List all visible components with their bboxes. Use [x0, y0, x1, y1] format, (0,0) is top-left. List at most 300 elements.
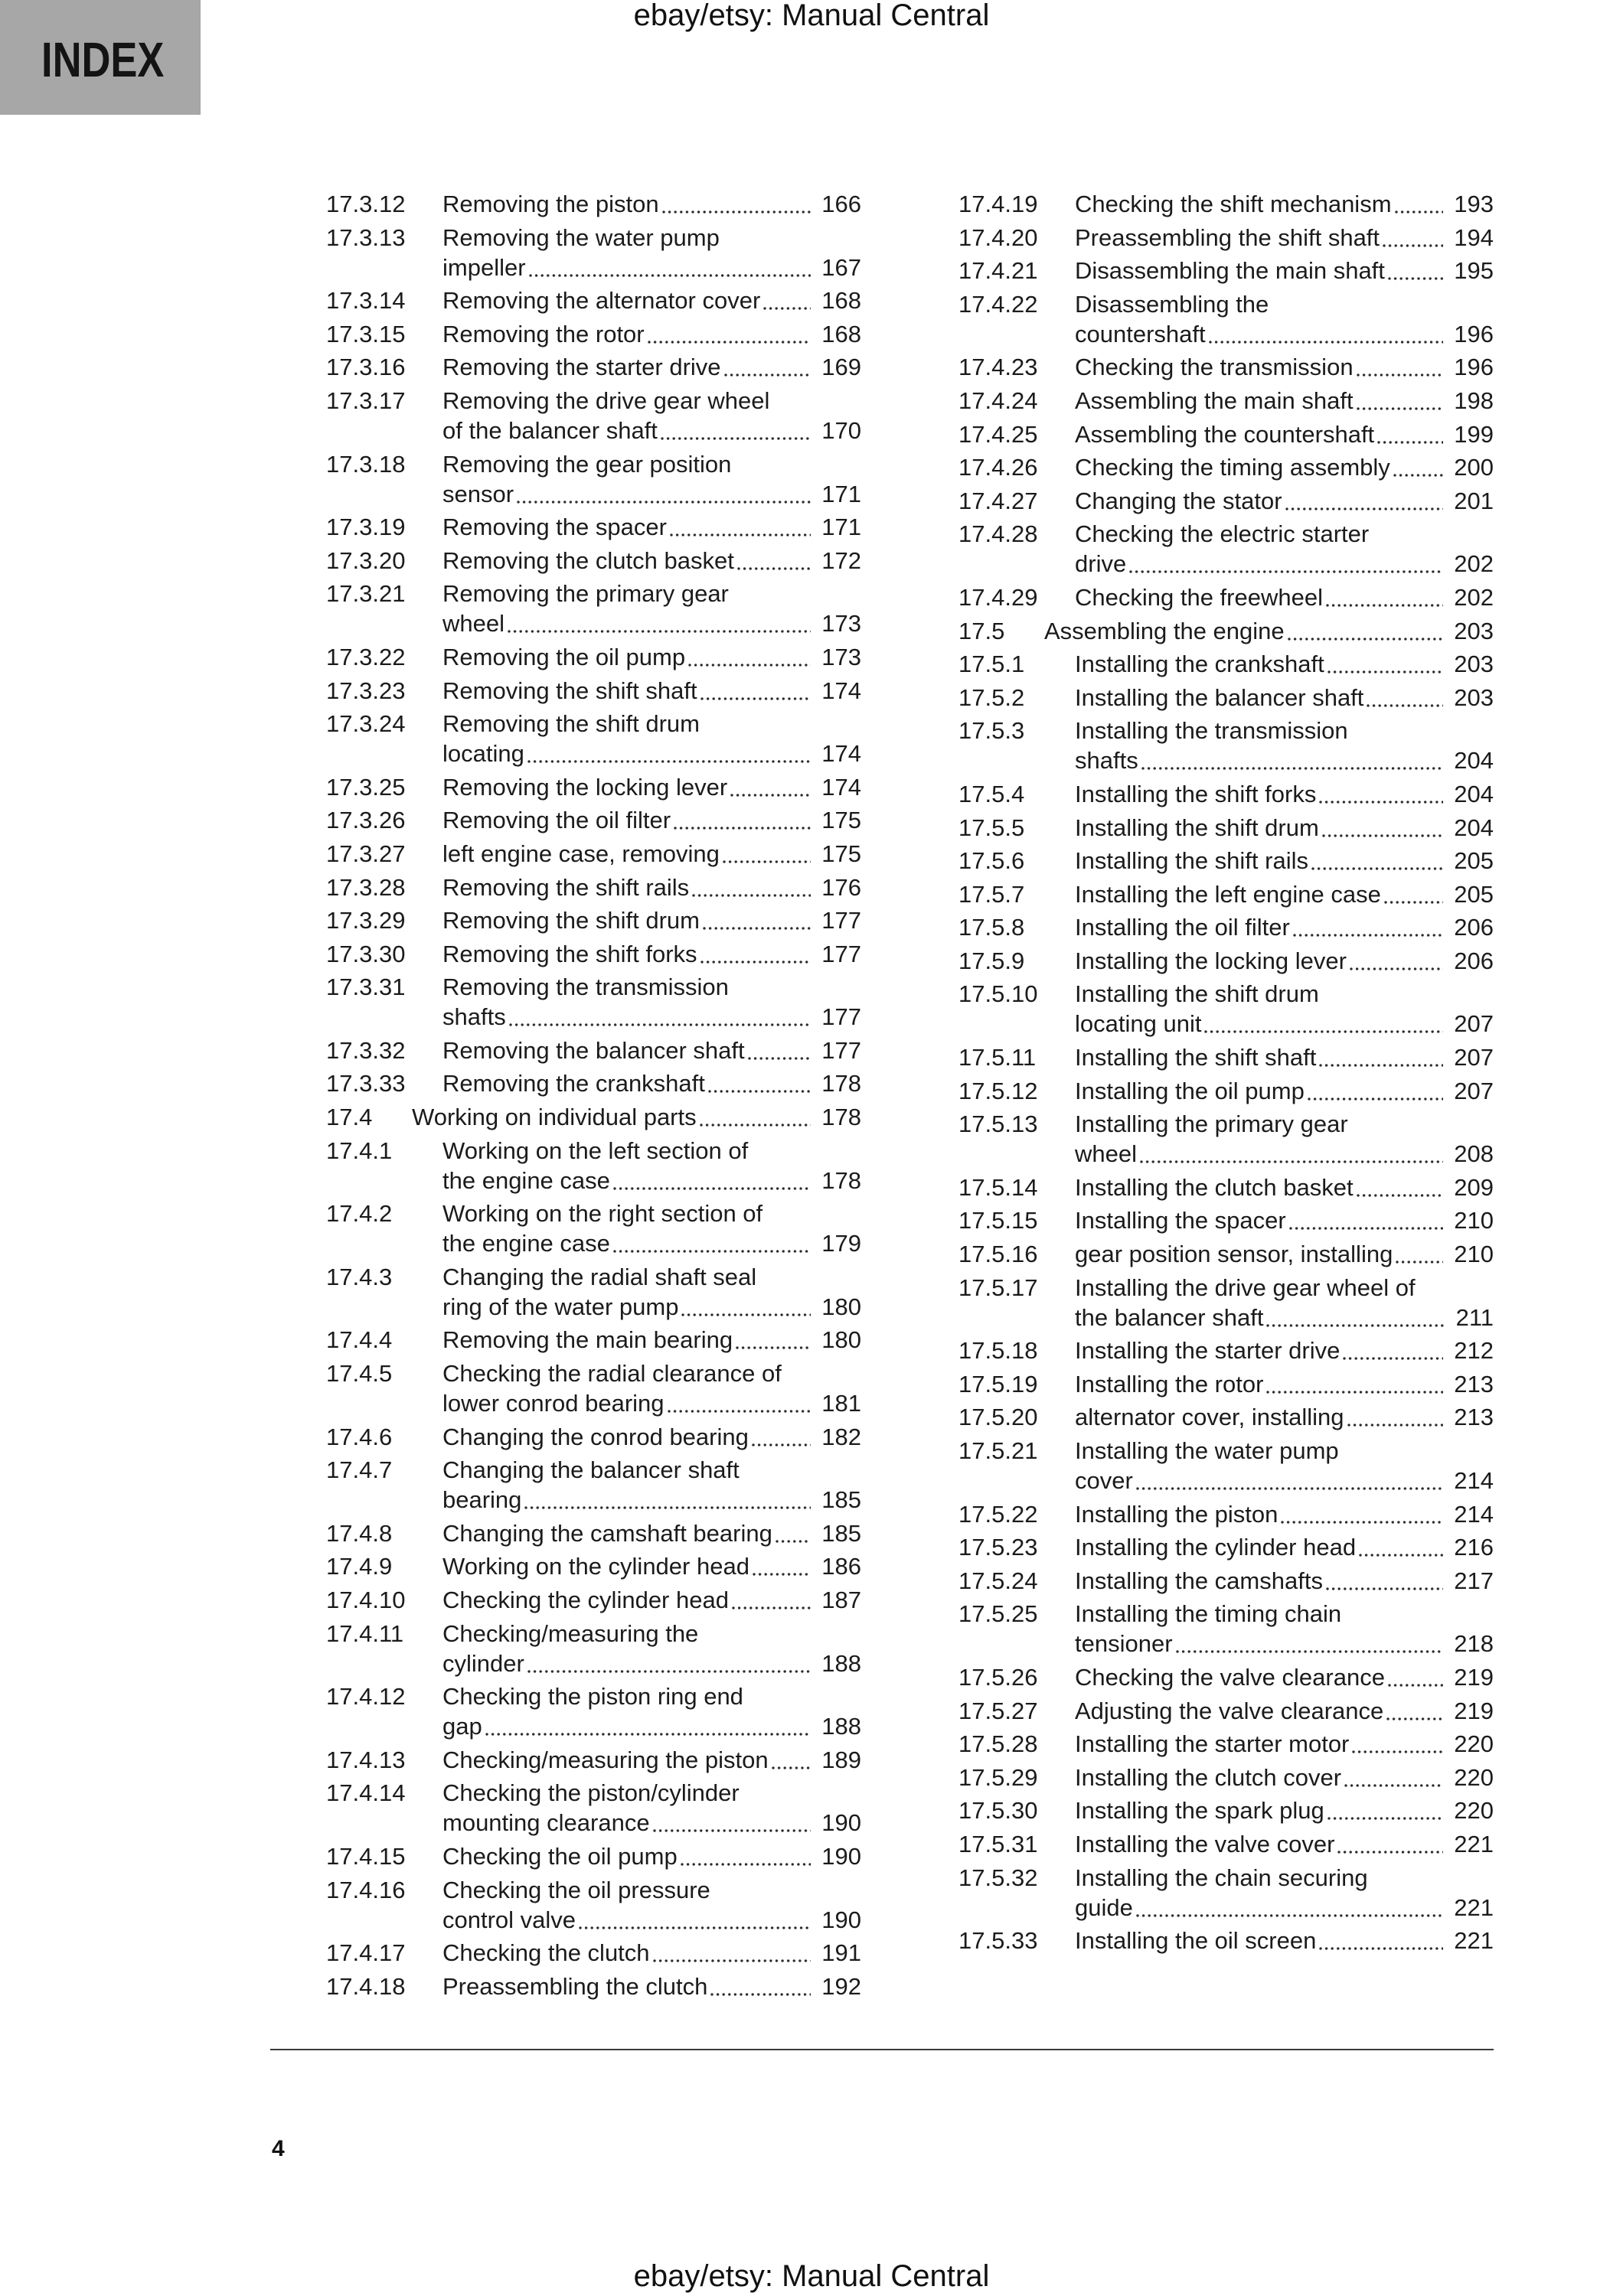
entry-title-line [1075, 1336, 1494, 1365]
dot-leader [527, 739, 811, 768]
entry-title-text: Installing the shift rails [1075, 847, 1308, 875]
entry-number: 17.5 [958, 617, 1005, 644]
dot-leader [1319, 1042, 1443, 1072]
entry-title [442, 905, 861, 935]
entry-title-text: Removing the shift drum [442, 907, 700, 934]
entry-title-line [442, 805, 861, 835]
entry-title [442, 1971, 861, 2001]
dot-leader [1383, 223, 1443, 253]
index-entry [958, 289, 1494, 349]
entry-title-line [442, 642, 861, 672]
entry-title [1075, 486, 1494, 516]
entry-title-line [1075, 1599, 1494, 1629]
dot-leader [662, 189, 812, 219]
entry-number: 17.4.9 [326, 1553, 393, 1580]
entry-title-text: Checking the piston/cylinder [442, 1779, 740, 1807]
entry-title-text: Removing the starter drive [442, 354, 721, 381]
entry-title [442, 772, 861, 802]
index-entry [958, 1336, 1494, 1365]
entry-page-number: 208 [1454, 1140, 1494, 1168]
index-entry [326, 1745, 861, 1775]
entry-title-line [442, 972, 861, 1002]
entry-number: 17.5.33 [958, 1927, 1038, 1955]
index-entry [958, 879, 1494, 909]
entry-number: 17.4.25 [958, 420, 1038, 448]
index-entry [958, 1566, 1494, 1596]
entry-page-number: 207 [1454, 1077, 1494, 1104]
entry-page-number: 204 [1454, 814, 1494, 841]
entry-title-text: Removing the clutch basket [442, 546, 734, 574]
entry-title-text: Removing the transmission [442, 974, 729, 1001]
index-entry [326, 1585, 861, 1615]
entry-number: 17.5.3 [958, 717, 1025, 745]
index-entry [326, 939, 861, 969]
entry-number: 17.5.27 [958, 1697, 1038, 1724]
entry-number: 17.4 [326, 1104, 373, 1131]
entry-title-text: ring of the water pump [442, 1293, 679, 1320]
index-entry [326, 1778, 861, 1838]
index-entry [326, 1551, 861, 1581]
index-entry [958, 1239, 1494, 1269]
entry-title-line [1075, 1662, 1494, 1692]
entry-title-text: Checking the radial clearance of [442, 1360, 782, 1388]
dot-leader [732, 1585, 811, 1615]
entry-title-line [1075, 912, 1494, 942]
entry-title [1075, 649, 1494, 679]
entry-number: 17.4.14 [326, 1779, 406, 1807]
entry-title [1075, 352, 1494, 382]
dot-leader [730, 772, 811, 802]
entry-title [412, 1102, 861, 1132]
entry-title-line [442, 285, 861, 315]
entry-title [442, 352, 861, 382]
entry-title-text: the engine case [442, 1230, 610, 1257]
entry-title-text: Working on individual parts [412, 1104, 697, 1131]
entry-title-line [1075, 813, 1494, 843]
entry-title-line [442, 1778, 861, 1808]
entry-title-line [442, 1358, 861, 1388]
entry-title-line [442, 1681, 861, 1711]
entry-number: 17.5.22 [958, 1500, 1038, 1528]
index-entry [958, 352, 1494, 382]
entry-title-text: Checking the transmission [1075, 354, 1354, 381]
entry-page-number: 187 [821, 1587, 861, 1613]
entry-title-text: Removing the oil filter [442, 807, 671, 834]
entry-number: 17.5.12 [958, 1077, 1038, 1104]
entry-title-line [442, 579, 861, 608]
index-entry [958, 1042, 1494, 1072]
dot-leader [529, 253, 812, 282]
entry-title-text: wheel [1075, 1140, 1137, 1168]
index-entry [958, 1205, 1494, 1235]
entry-title-text: Installing the timing chain [1075, 1600, 1342, 1628]
entry-number: 17.3.17 [326, 386, 406, 414]
entry-title-line [1075, 1273, 1494, 1303]
entry-page-number: 203 [1454, 683, 1494, 711]
entry-title [1075, 1273, 1494, 1332]
entry-title-text: Installing the shift shaft [1075, 1044, 1317, 1071]
entry-title-line [412, 1102, 861, 1132]
entry-number: 17.3.30 [326, 940, 406, 967]
entry-title [442, 1199, 861, 1258]
entry-title [442, 223, 861, 282]
entry-title [442, 1938, 861, 1968]
dot-leader [736, 1325, 811, 1355]
entry-title-line [442, 1905, 861, 1935]
entry-title-line [442, 1325, 861, 1355]
index-entry [326, 1681, 861, 1741]
entry-page-number: 191 [821, 1939, 861, 1967]
entry-page-number: 173 [821, 643, 861, 670]
entry-page-number: 213 [1454, 1370, 1494, 1397]
index-entry [958, 1829, 1494, 1859]
entry-number: 17.4.11 [326, 1619, 404, 1647]
entry-title-text: the engine case [442, 1166, 610, 1194]
entry-title [442, 512, 861, 542]
entry-title-text: Working on the right section of [442, 1200, 763, 1228]
entry-number: 17.4.17 [326, 1939, 406, 1967]
entry-number: 17.4.7 [326, 1456, 393, 1484]
index-entry [326, 1875, 861, 1935]
entry-title-text: locating [442, 740, 524, 768]
entry-title [442, 642, 861, 672]
entry-title [1075, 1369, 1494, 1399]
index-entry [326, 905, 861, 935]
dot-leader [753, 1551, 811, 1581]
entry-title-line [1075, 1795, 1494, 1825]
entry-page-number: 216 [1454, 1534, 1494, 1561]
entry-page-number: 171 [821, 514, 861, 541]
entry-title [1075, 1532, 1494, 1562]
entry-page-number: 219 [1454, 1697, 1494, 1724]
entry-title [442, 1422, 861, 1452]
entry-title [1075, 1662, 1494, 1692]
entry-number: 17.4.4 [326, 1326, 393, 1354]
entry-number: 17.5.14 [958, 1173, 1038, 1201]
entry-title-text: tensioner [1075, 1630, 1173, 1658]
index-entry [958, 1696, 1494, 1726]
entry-page-number: 189 [821, 1746, 861, 1773]
entry-title-line [442, 1068, 861, 1098]
dot-leader [1337, 1829, 1443, 1859]
entry-page-number: 179 [821, 1230, 861, 1257]
dot-leader [1396, 1239, 1443, 1269]
entry-title-line [1075, 716, 1494, 745]
index-entry [958, 946, 1494, 976]
entry-title [1075, 1172, 1494, 1202]
index-entry [958, 486, 1494, 516]
dot-leader [748, 1035, 812, 1065]
entry-title-line [442, 449, 861, 479]
entry-title-line [1075, 223, 1494, 253]
entry-title [1075, 1076, 1494, 1106]
entry-page-number: 210 [1454, 1241, 1494, 1268]
entry-title-line [442, 352, 861, 382]
entry-title-line [442, 1455, 861, 1485]
entry-number: 17.4.26 [958, 454, 1038, 481]
entry-title-text: Preassembling the clutch [442, 1972, 708, 2000]
entry-page-number: 178 [821, 1166, 861, 1194]
entry-title [442, 449, 861, 509]
index-entry [326, 1422, 861, 1452]
index-entry [326, 1938, 861, 1968]
entry-page-number: 173 [821, 610, 861, 638]
entry-title [442, 1136, 861, 1195]
entry-title [1075, 452, 1494, 482]
index-entry [958, 1076, 1494, 1106]
entry-title [1075, 879, 1494, 909]
entry-title-text: Removing the crankshaft [442, 1070, 705, 1097]
entry-number: 17.4.12 [326, 1683, 406, 1711]
dot-leader [1357, 386, 1444, 416]
entry-title-line [442, 546, 861, 576]
entry-title-text: Installing the clutch cover [1075, 1763, 1342, 1791]
entry-title [1075, 1109, 1494, 1169]
entry-title [442, 1455, 861, 1515]
entry-title-line [442, 1228, 861, 1258]
entry-title-text: Installing the left engine case [1075, 880, 1381, 908]
entry-title-line [442, 1136, 861, 1166]
entry-page-number: 177 [821, 907, 861, 934]
entry-title-text: Checking the piston ring end [442, 1683, 743, 1711]
entry-title-text: cylinder [442, 1649, 524, 1677]
entry-number: 17.4.19 [958, 191, 1038, 217]
index-entry [326, 319, 861, 349]
entry-number: 17.5.11 [958, 1044, 1037, 1071]
entry-number: 17.5.26 [958, 1663, 1038, 1691]
index-entry [326, 579, 861, 638]
dot-leader [724, 352, 812, 382]
index-entry [326, 1518, 861, 1548]
entry-page-number: 188 [821, 1713, 861, 1740]
index-entry [958, 189, 1494, 219]
entry-title [442, 1325, 861, 1355]
entry-title [442, 1518, 861, 1548]
entry-title-line [442, 839, 861, 869]
dot-leader [700, 939, 812, 969]
dot-leader [1141, 745, 1444, 775]
entry-title-line [442, 386, 861, 416]
entry-title [1075, 779, 1494, 809]
index-entry [958, 649, 1494, 679]
entry-title-line [1075, 779, 1494, 809]
index-entry [958, 452, 1494, 482]
entry-number: 17.3.32 [326, 1036, 406, 1064]
entry-page-number: 190 [821, 1842, 861, 1870]
entry-title-text: Checking the electric starter [1075, 520, 1370, 548]
entry-title-line [1075, 549, 1494, 579]
entry-page-number: 174 [821, 677, 861, 704]
entry-number: 17.5.31 [958, 1830, 1038, 1857]
dot-leader [1377, 419, 1443, 449]
entry-title-text: the balancer shaft [1075, 1303, 1264, 1331]
dot-leader [708, 1068, 811, 1098]
entry-page-number: 195 [1454, 257, 1494, 285]
entry-title-text: Installing the starter motor [1075, 1730, 1350, 1758]
dot-leader [1176, 1629, 1444, 1658]
entry-number: 17.3.25 [326, 773, 406, 801]
entry-title-line [442, 905, 861, 935]
entry-number: 17.5.15 [958, 1207, 1038, 1234]
entry-title-line [442, 319, 861, 349]
dot-leader [737, 546, 811, 576]
entry-number: 17.5.4 [958, 780, 1025, 807]
entry-title-line [1075, 1436, 1494, 1466]
entry-page-number: 175 [821, 840, 861, 867]
entry-page-number: 171 [821, 480, 861, 507]
entry-number: 17.5.17 [958, 1274, 1038, 1301]
entry-title-line [1075, 745, 1494, 775]
entry-number: 17.3.18 [326, 450, 406, 478]
dot-leader [670, 512, 811, 542]
entry-title [1075, 1042, 1494, 1072]
dot-leader [1327, 1795, 1444, 1825]
entry-number: 17.5.13 [958, 1110, 1038, 1138]
entry-number: 17.5.21 [958, 1437, 1038, 1464]
entry-title-text: Installing the primary gear [1075, 1110, 1348, 1138]
dot-leader [653, 1938, 812, 1968]
entry-page-number: 209 [1454, 1173, 1494, 1201]
entry-title-text: Checking the clutch [442, 1939, 650, 1967]
dot-leader [1289, 1205, 1444, 1235]
dot-leader [1293, 912, 1443, 942]
footer-divider [270, 2049, 1494, 2050]
entry-number: 17.5.28 [958, 1730, 1038, 1758]
entry-title-text: countershaft [1075, 320, 1206, 347]
entry-page-number: 190 [821, 1809, 861, 1837]
entry-title-text: Changing the stator [1075, 487, 1282, 514]
index-entry [326, 223, 861, 282]
index-entry [958, 1729, 1494, 1759]
entry-title-line [442, 939, 861, 969]
entry-title-line [442, 1971, 861, 2001]
entry-title-line [442, 512, 861, 542]
entry-number: 17.5.23 [958, 1534, 1038, 1561]
entry-title-line [442, 1808, 861, 1838]
entry-title-text: Installing the crankshaft [1075, 651, 1324, 678]
entry-page-number: 212 [1454, 1337, 1494, 1365]
entry-number: 17.3.23 [326, 677, 406, 704]
entry-page-number: 203 [1454, 651, 1494, 678]
entry-page-number: 214 [1454, 1500, 1494, 1528]
entry-title [442, 1778, 861, 1838]
entry-title [1075, 256, 1494, 285]
page-number: 4 [272, 2136, 285, 2161]
entry-page-number: 175 [821, 807, 861, 834]
entry-title-text: Removing the oil pump [442, 643, 686, 670]
entry-number: 17.3.21 [326, 580, 406, 608]
entry-title [1075, 1863, 1494, 1923]
index-tab-label: INDEX [41, 32, 165, 87]
entry-number: 17.3.16 [326, 354, 406, 381]
entry-page-number: 174 [821, 773, 861, 801]
entry-page-number: 181 [821, 1390, 861, 1417]
entry-number: 17.5.19 [958, 1370, 1038, 1397]
entry-title-text: Checking/measuring the [442, 1619, 699, 1647]
entry-title [442, 1841, 861, 1871]
entry-title-text: of the balancer shaft [442, 416, 658, 444]
entry-title-line [1075, 1566, 1494, 1596]
entry-title-text: bearing [442, 1486, 522, 1514]
entry-title-line [1075, 582, 1494, 612]
entry-number: 17.4.5 [326, 1360, 393, 1388]
index-entry [326, 449, 861, 509]
entry-title [1075, 519, 1494, 579]
entry-title [1075, 289, 1494, 349]
entry-number: 17.4.8 [326, 1519, 393, 1547]
entry-page-number: 206 [1454, 947, 1494, 974]
entry-number: 17.4.20 [958, 223, 1038, 251]
index-entry [326, 839, 861, 869]
entry-number: 17.4.23 [958, 354, 1038, 381]
entry-title-line [1075, 419, 1494, 449]
index-entry [958, 1662, 1494, 1692]
entry-title-line [1075, 1205, 1494, 1235]
entry-title [1075, 716, 1494, 775]
entry-title-text: shafts [1075, 747, 1138, 775]
entry-title-text: Removing the main bearing [442, 1326, 733, 1354]
entry-page-number: 207 [1454, 1044, 1494, 1071]
entry-title-text: Installing the chain securing [1075, 1864, 1368, 1891]
dot-leader [1288, 616, 1444, 646]
entry-number: 17.4.29 [958, 583, 1038, 611]
entry-title-text: control valve [442, 1906, 576, 1933]
dot-leader [579, 1905, 811, 1935]
entry-title-line [1075, 1139, 1494, 1169]
entry-title [442, 1585, 861, 1615]
index-entry [958, 386, 1494, 416]
dot-leader [648, 319, 812, 349]
entry-title-line [1075, 846, 1494, 876]
entry-page-number: 211 [1455, 1303, 1494, 1331]
entry-title-line [442, 739, 861, 768]
dot-leader [1319, 1926, 1443, 1955]
entry-title [1075, 1499, 1494, 1529]
entry-title-text: Removing the water pump [442, 223, 720, 251]
entry-title-text: Removing the piston [442, 191, 659, 217]
entry-page-number: 166 [821, 191, 861, 217]
entry-title [1075, 813, 1494, 843]
entry-title-line [442, 1388, 861, 1418]
index-entry [958, 846, 1494, 876]
entry-title [442, 709, 861, 768]
entry-number: 17.4.6 [326, 1423, 393, 1450]
entry-number: 17.5.1 [958, 651, 1025, 678]
entry-title [1044, 616, 1494, 646]
entry-title-text: Removing the spacer [442, 514, 667, 541]
dot-leader [692, 872, 811, 902]
index-entry [326, 676, 861, 706]
entry-title-text: lower conrod bearing [442, 1390, 665, 1417]
entry-title-text: Installing the oil filter [1075, 914, 1290, 941]
dot-leader [1344, 1763, 1443, 1792]
entry-title-text: Checking the valve clearance [1075, 1663, 1385, 1691]
entry-title-text: Installing the spark plug [1075, 1797, 1324, 1825]
entry-title-text: sensor [442, 480, 514, 507]
entry-page-number: 219 [1454, 1663, 1494, 1691]
entry-page-number: 182 [821, 1423, 861, 1450]
entry-title-text: Working on the cylinder head [442, 1553, 749, 1580]
dot-leader [688, 642, 811, 672]
entry-title-line [442, 1262, 861, 1292]
entry-title-text: drive [1075, 550, 1127, 578]
entry-title [1075, 1436, 1494, 1495]
index-entry [958, 683, 1494, 713]
entry-page-number: 180 [821, 1293, 861, 1320]
dot-leader [1386, 1696, 1443, 1726]
entry-title-text: Removing the shift drum [442, 710, 700, 738]
dot-leader [1347, 1402, 1444, 1432]
